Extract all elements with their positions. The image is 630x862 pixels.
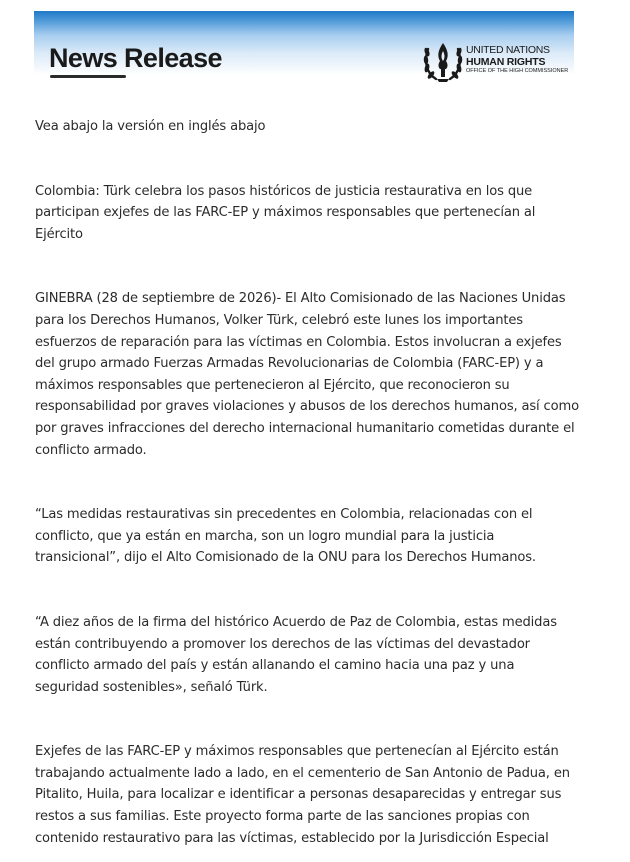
news-release-banner	[34, 11, 574, 90]
org-line-united-nations: UNITED NATIONS	[466, 44, 550, 56]
org-line-human-rights: HUMAN RIGHTS	[466, 55, 546, 68]
news-release-title: News Release	[49, 43, 222, 73]
press-release-body	[35, 116, 580, 849]
body-paragraph: GINEBRA (28 de septiembre de 2026)- El Alto Comisionado de las Naciones Unidas para los Derechos Humanos, Volker Türk, celebró este lunes los importantes esfuerzos de reparación para las víctimas en Colombia. Estos involucran a exjefes del grupo armado Fuerzas Armadas Revolucionarias de Colombia (FARC-EP) y a máximos responsables que pertenecieron al Ejército, que reconocieron su responsabilidad por graves violaciones y abusos de los derechos humanos, así como por graves infracciones del derecho internacional humanitario cometidas durante el conflicto armado.	[35, 291, 579, 458]
language-note: Vea abajo la versión en inglés abajo	[35, 119, 266, 134]
org-line-office: OFFICE OF THE HIGH COMMISSIONER	[466, 68, 569, 74]
body-paragraph: “A diez años de la firma del histórico Acuerdo de Paz de Colombia, estas medidas están contribuyendo a promover los derechos de las víctimas del devastador conflicto armado del país y están allanando el camino hacia una paz y una seguridad sostenibles», señaló Türk.	[35, 614, 557, 695]
un-human-rights-wordmark	[466, 45, 568, 75]
title-underline	[50, 75, 126, 78]
body-paragraph: Exjefes de las FARC-EP y máximos responsables que pertenecían al Ejército están trabajando actualmente lado a lado, en el cementerio de San Antonio de Padua, en Pitalito, Huila, para localizar e identificar a personas desaparecidas y entregar sus restos a sus familias. Este proyecto forma parte de las sanciones propias con contenido restaurativo para las víctimas, establecido por la Jurisdicción Especial	[35, 744, 570, 846]
headline: Colombia: Türk celebra los pasos históricos de justicia restaurativa en los que participan exjefes de las FARC-EP y máximos responsables que pertenecían al Ejército	[35, 183, 536, 242]
body-paragraph: “Las medidas restaurativas sin precedentes en Colombia, relacionadas con el conflicto, que ya están en marcha, son un logro mundial para la justicia transicional”, dijo el Alto Comisionado de la ONU para los Derechos Humanos.	[35, 507, 536, 566]
un-emblem-icon	[422, 35, 464, 85]
